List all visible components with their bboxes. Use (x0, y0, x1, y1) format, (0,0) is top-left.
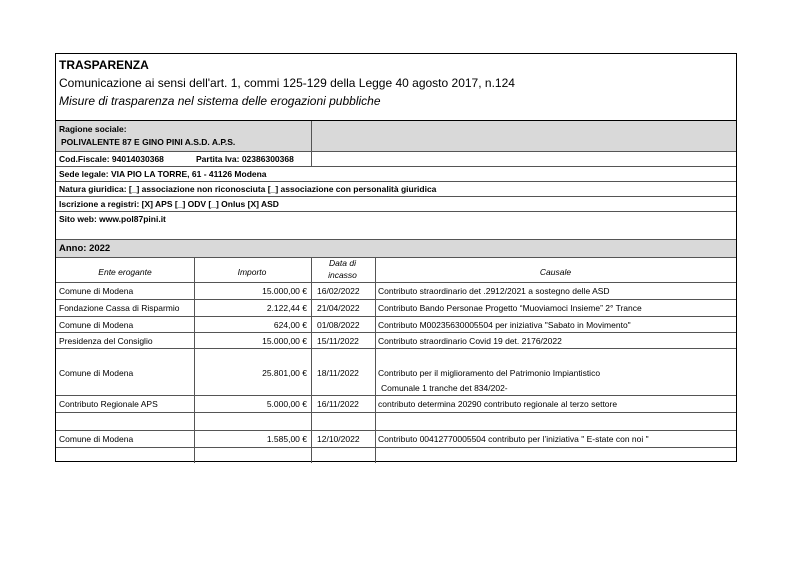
divider (56, 412, 736, 413)
cell-ente: Contributo Regionale APS (59, 399, 158, 409)
divider (56, 166, 736, 167)
cell-ente: Comune di Modena (59, 320, 134, 330)
cell-importo: 25.801,00 € (262, 368, 307, 378)
cell-data: 16/02/2022 (317, 286, 360, 296)
codice-fiscale: Cod.Fiscale: 94014030368 (59, 154, 164, 164)
cell-causale: Contributo 00412770005504 contributo per l’iniziativa " E-state con noi " (378, 434, 649, 444)
divider (56, 316, 736, 317)
col-header-causale: Causale (539, 267, 572, 277)
partita-iva: Partita Iva: 02386300368 (196, 154, 294, 164)
cell-ente: Comune di Modena (59, 368, 134, 378)
cell-data: 16/11/2022 (317, 399, 359, 409)
divider (56, 181, 736, 182)
divider (56, 299, 736, 300)
divider (311, 151, 312, 166)
cell-importo: 15.000,00 € (262, 286, 307, 296)
divider (56, 257, 736, 258)
cell-importo: 2.122,44 € (266, 303, 307, 313)
divider (56, 332, 736, 333)
col-header-data-2: incasso (328, 270, 357, 280)
col-header-data-1: Data di (329, 258, 356, 268)
iscrizione-registri: Iscrizione a registri: [X] APS [_] ODV [_] Onlus [X] ASD (59, 199, 279, 209)
anno-band (56, 240, 736, 257)
ragione-label: Ragione sociale: (59, 124, 127, 134)
col-header-ente: Ente erogante (98, 267, 152, 277)
cell-data: 18/11/2022 (317, 368, 359, 378)
divider (311, 257, 312, 463)
cell-importo: 15.000,00 € (262, 336, 307, 346)
cell-causale-extra: Comunale 1 tranche det 834/202- (381, 383, 508, 393)
divider (56, 348, 736, 349)
divider (56, 395, 736, 396)
cell-data: 01/08/2022 (317, 320, 360, 330)
cell-causale: Contributo per il miglioramento del Patrimonio Impiantistico (378, 368, 601, 378)
cell-ente: Comune di Modena (59, 434, 134, 444)
cell-causale: Contributo straordinario det .2912/2021 a sostegno delle ASD (378, 286, 610, 296)
transparency-sheet (55, 53, 737, 462)
cell-causale: contributo determina 20290 contributo regionale al terzo settore (378, 399, 618, 409)
cell-importo: 624,00 € (273, 320, 307, 330)
cell-importo: 5.000,00 € (266, 399, 307, 409)
page-subtitle: Comunicazione ai sensi dell'art. 1, commi 125-129 della Legge 40 agosto 2017, n.124 (59, 76, 515, 90)
cell-data: 15/11/2022 (317, 336, 359, 346)
cell-causale: Contributo M00235630005504 per iniziativa "Sabato in Movimento" (378, 320, 631, 330)
cell-data: 12/10/2022 (317, 434, 360, 444)
anno-label: Anno: 2022 (59, 243, 111, 254)
cell-importo: 1.585,00 € (266, 434, 307, 444)
divider (311, 121, 312, 151)
col-header-importo: Importo (237, 267, 267, 277)
ragione-value: POLIVALENTE 87 E GINO PINI A.S.D. A.P.S. (61, 137, 236, 147)
page-title: TRASPARENZA (59, 58, 149, 72)
sito-web: Sito web: www.pol87pini.it (59, 214, 166, 224)
natura-giuridica: Natura giuridica: [_] associazione non riconosciuta [_] associazione con personalità giuridica (59, 184, 437, 194)
divider (56, 151, 736, 152)
sede-legale: Sede legale: VIA PIO LA TORRE, 61 - 41126 Modena (59, 169, 267, 179)
cell-causale: Contributo straordinario Covid 19 det. 2176/2022 (378, 336, 562, 346)
divider (56, 196, 736, 197)
divider (56, 211, 736, 212)
divider (375, 257, 376, 463)
cell-data: 21/04/2022 (317, 303, 360, 313)
page-tagline: Misure di trasparenza nel sistema delle erogazioni pubbliche (59, 94, 381, 108)
divider (56, 447, 736, 448)
cell-ente: Comune di Modena (59, 286, 134, 296)
divider (56, 430, 736, 431)
cell-ente: Presidenza del Consiglio (59, 336, 153, 346)
divider (56, 282, 736, 283)
cell-ente: Fondazione Cassa di Risparmio (59, 303, 180, 313)
cell-causale: Contributo Bando Personae Progetto “Muoviamoci Insieme” 2° Trance (378, 303, 642, 313)
